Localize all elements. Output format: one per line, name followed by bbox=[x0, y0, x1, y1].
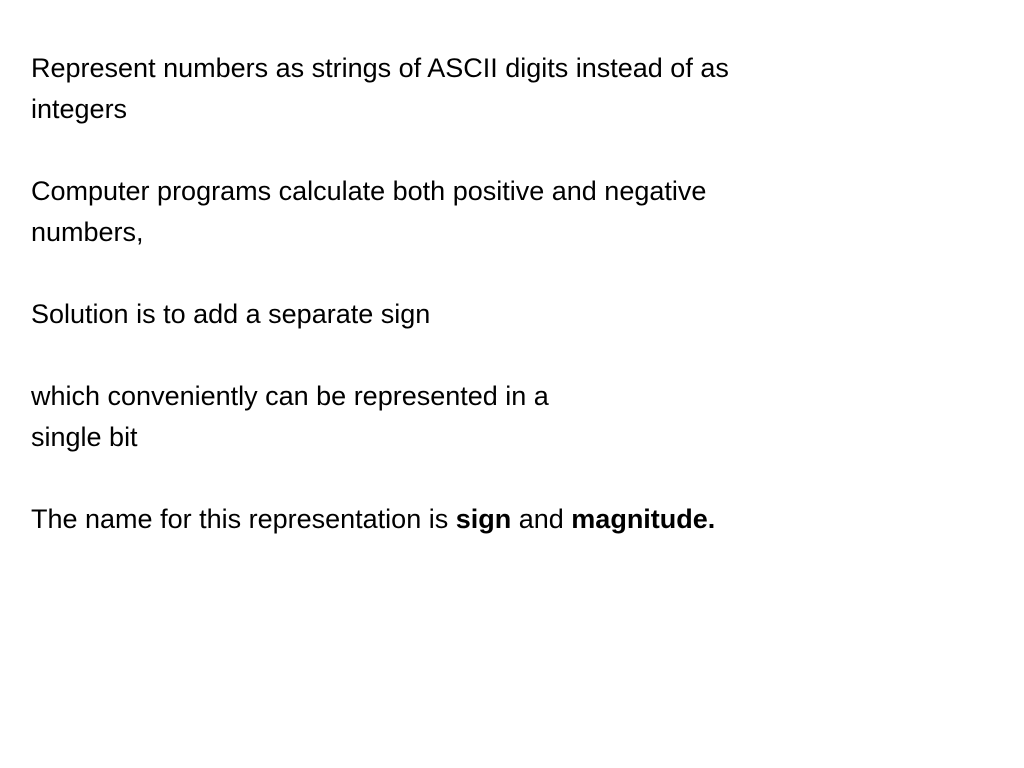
paragraph-positive-negative bbox=[31, 171, 991, 253]
paragraph-single-bit bbox=[31, 376, 991, 458]
text-prefix: The name for this representation is bbox=[31, 504, 456, 534]
paragraph-solution bbox=[31, 294, 991, 335]
text-line: single bit bbox=[31, 422, 138, 452]
text-line: numbers, bbox=[31, 217, 144, 247]
text-line: Computer programs calculate both positive and negative bbox=[31, 176, 707, 206]
text-line: Represent numbers as strings of ASCII digits instead of as bbox=[31, 53, 729, 83]
text-connector: and bbox=[511, 504, 572, 534]
text-line: Solution is to add a separate sign bbox=[31, 299, 431, 329]
term-magnitude: magnitude. bbox=[571, 504, 716, 534]
paragraph-sign-magnitude bbox=[31, 499, 991, 540]
text-line: which conveniently can be represented in a bbox=[31, 381, 549, 411]
text-line: integers bbox=[31, 94, 128, 124]
paragraph-ascii-strings bbox=[31, 48, 991, 130]
term-sign: sign bbox=[455, 504, 512, 534]
text-line bbox=[31, 499, 991, 540]
slide-content bbox=[31, 48, 991, 581]
